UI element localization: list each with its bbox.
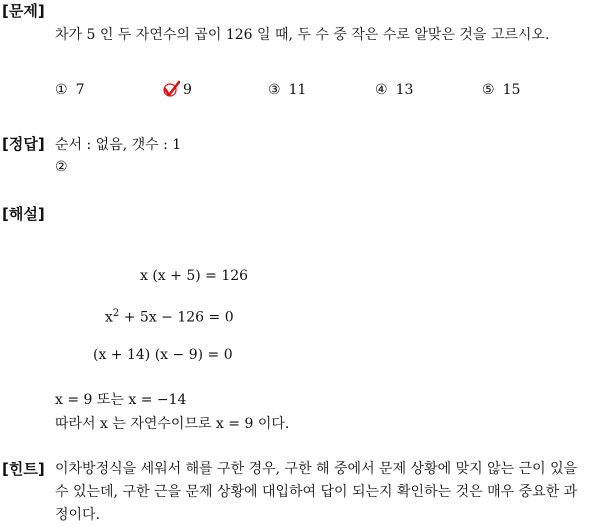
choice-1[interactable]: [55, 82, 84, 98]
choice-5[interactable]: [482, 82, 520, 98]
checkmark-icon: [162, 80, 180, 98]
equation-1: x (x + 5) = 126: [140, 268, 249, 284]
explanation-label: [해설]: [2, 205, 45, 223]
choice-value: 11: [288, 82, 307, 98]
choice-4[interactable]: [375, 82, 413, 98]
solution-result: x = 9 또는 x = −14: [55, 392, 187, 408]
choice-value: 7: [75, 82, 85, 98]
choice-2[interactable]: [183, 82, 192, 98]
problem-label: [문제]: [2, 2, 45, 20]
choice-marker: ④: [375, 82, 388, 98]
choice-marker: ③: [268, 82, 281, 98]
answer-info: 순서 : 없음, 갯수 : 1: [55, 137, 182, 153]
problem-question: 차가 5 인 두 자연수의 곱이 126 일 때, 두 수 중 작은 수로 알맞은 것을 고르시오.: [55, 27, 550, 43]
choice-marker: ①: [55, 82, 68, 98]
choice-value: 9: [183, 82, 192, 98]
equation-2-base: x: [105, 309, 113, 326]
solution-conclusion: 따라서 x 는 자연수이므로 x = 9 이다.: [55, 416, 290, 432]
equation-2-exponent: 2: [112, 308, 120, 319]
answer-label: [정답]: [2, 135, 45, 153]
choice-value: 15: [502, 82, 521, 98]
answer-choice: ②: [55, 159, 68, 175]
hint-text: 이차방정식을 세워서 해를 구한 경우, 구한 해 중에서 문제 상황에 맞지 않는 근이 있을 수 있는데, 구한 근을 문제 상황에 대입하여 답이 되는지 확인하는 것은 매우 중요한 과정이다.: [55, 461, 578, 523]
equation-2: [105, 308, 234, 326]
equation-3: (x + 14) (x − 9) = 0: [93, 347, 233, 363]
choice-value: 13: [395, 82, 414, 98]
choice-3[interactable]: [268, 82, 306, 98]
equation-2-rest: + 5x − 126 = 0: [119, 309, 234, 326]
choice-marker: ⑤: [482, 82, 495, 98]
hint-label: [힌트]: [2, 460, 45, 478]
